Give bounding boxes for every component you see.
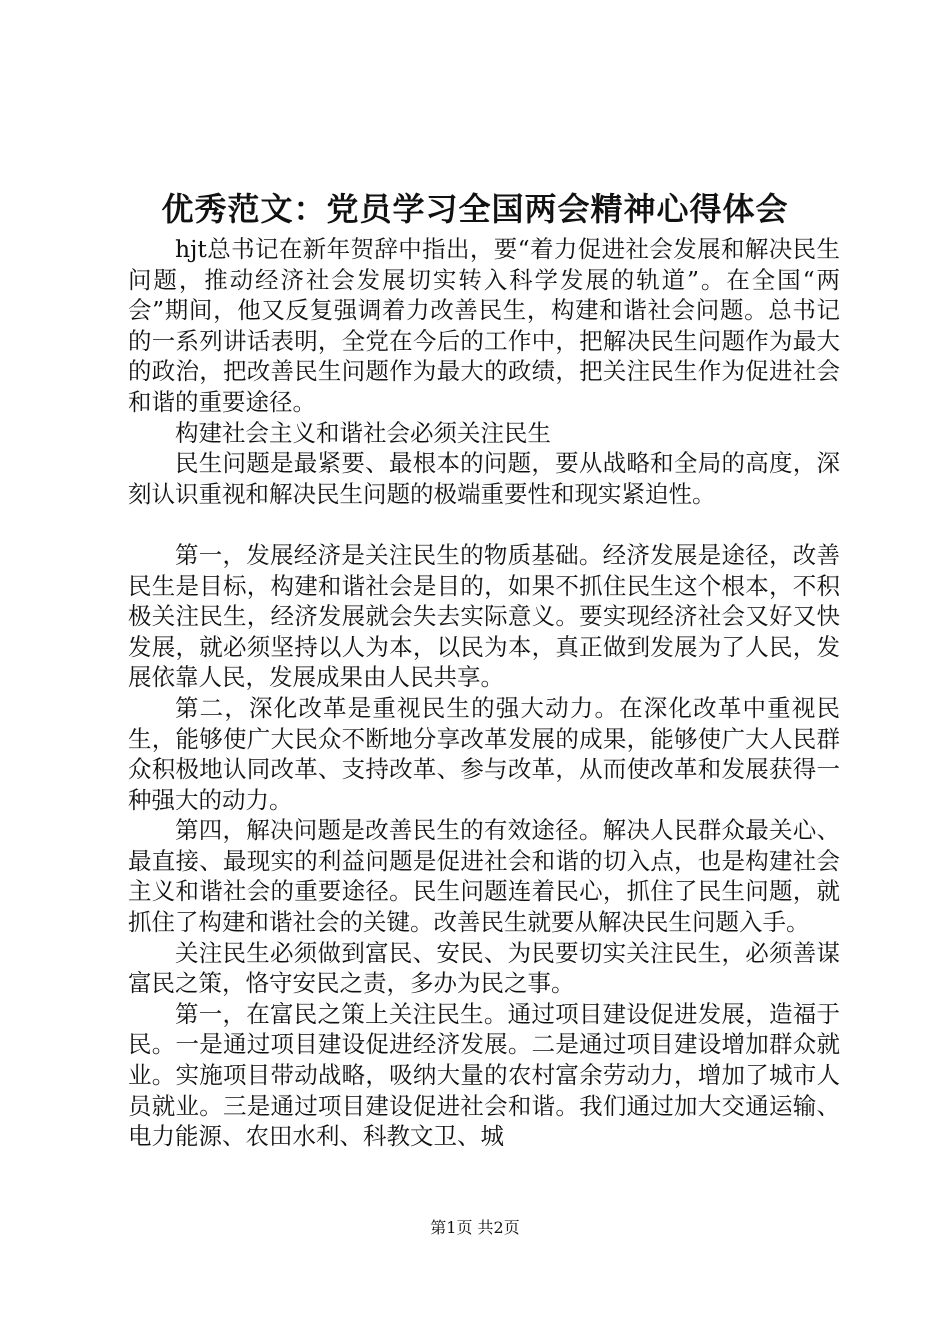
document-body: [128, 234, 840, 1152]
blank-line: [128, 509, 840, 540]
paragraph: 第四，解决问题是改善民生的有效途径。解决人民群众最关心、最直接、最现实的利益问题是促进社会和谐的切入点，也是构建社会主义和谐社会的重要途径。民生问题连着民心，抓住了民生问题，就抓住了构建和谐社会的关键。改善民生就要从解决民生问题入手。: [128, 816, 840, 937]
paragraph: 民生问题是最紧要、最根本的问题，要从战略和全局的高度，深刻认识重视和解决民生问题的极端重要性和现实紧迫性。: [128, 449, 840, 508]
paragraph: 第一，在富民之策上关注民生。通过项目建设促进发展，造福于民。一是通过项目建设促进经济发展。二是通过项目建设增加群众就业。实施项目带动战略，吸纳大量的农村富余劳动力，增加了城市人员就业。三是通过项目建设促进社会和谐。我们通过加大交通运输、电力能源、农田水利、科教文卫、城: [128, 999, 840, 1151]
section-heading: 构建社会主义和谐社会必须关注民生: [175, 418, 551, 447]
paragraph: hjt总书记在新年贺辞中指出，要“着力促进社会发展和解决民生问题，推动经济社会发展切实转入科学发展的轨道”。在全国“两会”期间，他又反复强调着力改善民生，构建和谐社会问题。总书记的一系列讲话表明，全党在今后的工作中，把解决民生问题作为最大的政治，把改善民生问题作为最大的政绩，把关注民生作为促进社会和谐的重要途径。: [128, 235, 840, 416]
paragraph: 第二，深化改革是重视民生的强大动力。在深化改革中重视民生，能够使广大民众不断地分享改革发展的成果，能够使广大人民群众积极地认同改革、支持改革、参与改革，从而使改革和发展获得一种强大的动力。: [128, 693, 840, 814]
page-number: 第1页 共2页: [430, 1218, 520, 1237]
paragraph: 关注民生必须做到富民、安民、为民要切实关注民生，必须善谋富民之策，恪守安民之责，多办为民之事。: [128, 938, 840, 998]
paragraph: 第一，发展经济是关注民生的物质基础。经济发展是途径，改善民生是目标，构建和谐社会是目的，如果不抓住民生这个根本，不积极关注民生，经济发展就会失去实际意义。要实现经济社会又好又快发展，就必须坚持以人为本，以民为本，真正做到发展为了人民，发展依靠人民，发展成果由人民共享。: [128, 540, 840, 692]
document-title: 优秀范文：党员学习全国两会精神心得体会: [161, 190, 789, 228]
